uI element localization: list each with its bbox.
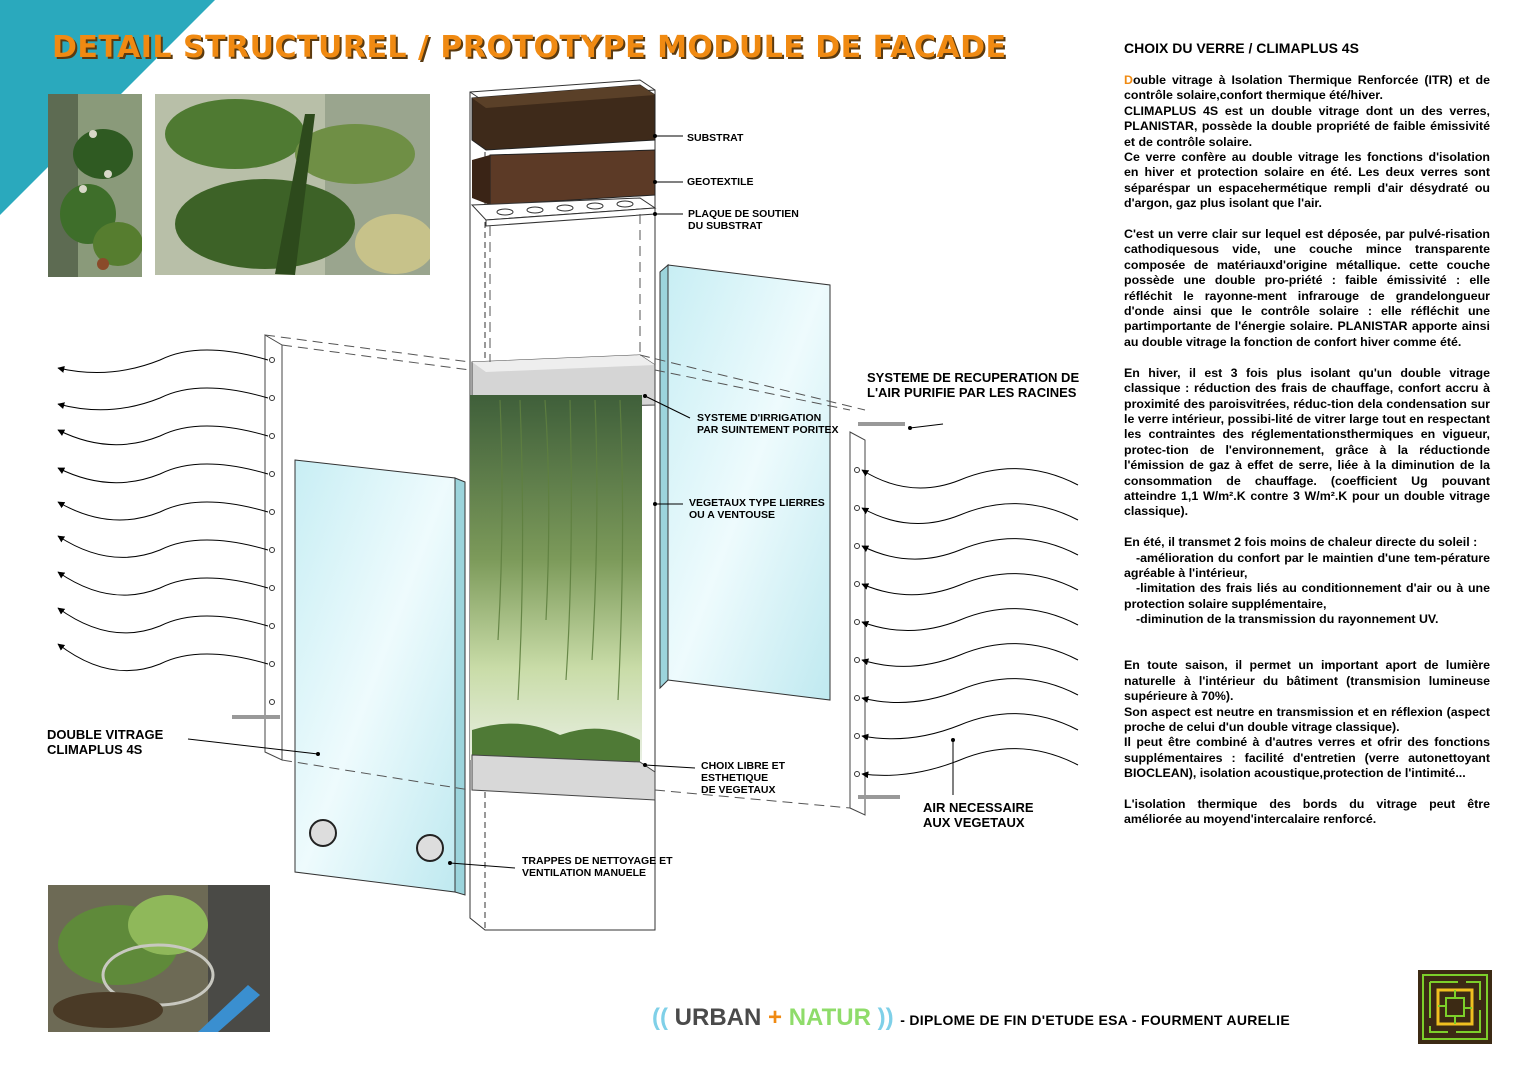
footer-credits: - DIPLOME DE FIN D'ETUDE ESA - FOURMENT AURELIE — [900, 1012, 1290, 1028]
side-p9: Il peut être combiné à d'autres verres et ofrir des fonctions supplémentaires : facilité d'entretien (verre autonettoyant BIOCLEAN), isolation acoustique,protection de l'intimité... — [1124, 735, 1490, 781]
label-geotextile: GEOTEXTILE — [687, 176, 754, 188]
label-plaque-1: PLAQUE DE SOUTIEN — [688, 208, 799, 220]
side-p5: En hiver, il est 3 fois plus isolant qu'un double vitrage classique : réduction des frais de chauffage, confort accru à proximité des paroisvitrées, réduc-tion dela condensation sur le verre intérieur, possibi-lité de vitrer large tout en respectant les contraintes des réglementationsthermiques en vigueur, protec-tion de l'environnement, grâce à la réductionde l'émission de gaz à effet de serre, liée à la diminution de la consommation de chauffage. (coefficient Ug pouvant atteindre 1,1 W/m².K contre 3 W/m².K pour un double vitrage classique). — [1124, 365, 1490, 519]
label-air-2: AUX VEGETAUX — [923, 815, 1025, 830]
label-recup-2: L'AIR PURIFIE PAR LES RACINES — [867, 385, 1077, 400]
label-irrigation-1: SYSTEME D'IRRIGATION — [697, 412, 822, 424]
page-title: DETAIL STRUCTUREL / PROTOTYPE MODULE DE FACADE — [52, 30, 1007, 65]
label-plaque-2: DU SUBSTRAT — [688, 220, 763, 232]
side-p6b: -limitation des frais liés au conditionnement d'air ou à une protection solaire supplémentaire, — [1124, 581, 1490, 611]
footer-open: (( — [652, 1004, 668, 1031]
side-p6c: -diminution de la transmission du rayonnement UV. — [1136, 612, 1439, 627]
facade-module-diagram — [0, 70, 1110, 970]
first-letter: D — [1124, 73, 1133, 87]
label-choix-3: DE VEGETAUX — [701, 784, 776, 796]
right-air-arrows — [862, 469, 1078, 776]
label-choix-1: CHOIX LIBRE ET — [701, 760, 786, 772]
substrat-layer — [472, 85, 655, 150]
footer-urban: URBAN — [674, 1004, 762, 1031]
label-trappes-1: TRAPPES DE NETTOYAGE ET — [522, 855, 673, 867]
side-p6a: -amélioration du confort par le maintien d'une tem-pérature agréable à l'intérieur, — [1124, 550, 1490, 580]
label-double-vitrage-1: DOUBLE VITRAGE — [47, 727, 164, 742]
trappe-left — [310, 820, 336, 846]
side-p2: CLIMAPLUS 4S est un double vitrage dont un des verres, PLANISTAR, possède la double propriété de faible émissivité et de contrôle solaire. — [1124, 103, 1490, 149]
front-glass-pane — [295, 460, 465, 895]
side-p7: En toute saison, il permet un important aport de lumière naturelle à l'intérieur du bâtiment (transmision lumineuse supérieure à 70%). — [1124, 658, 1490, 704]
label-substrat: SUBSTRAT — [687, 132, 744, 144]
label-vegetaux-1: VEGETAUX TYPE LIERRES — [689, 497, 825, 509]
side-p3: Ce verre confère au double vitrage les fonctions d'isolation en hiver et protection solaire en été. Les deux verres sont séparéspar un espacehermétique rempli d'air désydraté ou d'argon, gaz plus isolant que l'air. — [1124, 150, 1490, 211]
plant-panel — [470, 395, 642, 760]
geotextile-layer — [472, 150, 655, 205]
label-vegetaux-2: OU A VENTOUSE — [689, 509, 775, 521]
label-recup-1: SYSTEME DE RECUPERATION DE — [867, 370, 1080, 385]
side-p8: Son aspect est neutre en transmission et en réflexion (aspect proche de celui d'un double vitrage classique). — [1124, 704, 1490, 734]
footer — [652, 1004, 1290, 1032]
label-double-vitrage-2: CLIMAPLUS 4S — [47, 742, 143, 757]
left-air-arrows — [58, 350, 268, 671]
logo — [1418, 970, 1492, 1044]
side-p4: C'est un verre clair sur lequel est déposée, par pulvé-risation cathodiquesous vide, une couche mince transparente composée de matériauxd'origine métallique. cette couche possède une double pro-priété : faible émissivité : elle réfléchit le rayonne-ment infrarouge de grandelongueur d'onde ainsi que le contrôle solaire : elle réfléchit une partimportante de l'énergie solaire. PLANISTAR apporte ainsi au double vitrage la fonction de confort hiver comme été. — [1124, 227, 1490, 349]
side-p1: ouble vitrage à Isolation Thermique Renforcée (ITR) et de contrôle solaire,confort thermique été/hiver. — [1124, 73, 1490, 103]
label-air-1: AIR NECESSAIRE — [923, 800, 1034, 815]
footer-plus: + — [768, 1004, 783, 1031]
side-p10: L'isolation thermique des bords du vitrage peut être améliorée au moyend'intercalaire renforcé. — [1124, 797, 1490, 827]
maze-icon — [1418, 970, 1492, 1044]
side-text — [1124, 73, 1490, 828]
side-p6: En été, il transmet 2 fois moins de chaleur directe du soleil : — [1124, 535, 1478, 550]
bottom-bar — [472, 755, 655, 800]
trappe-right — [417, 835, 443, 861]
footer-close: )) — [877, 1004, 894, 1031]
label-trappes-2: VENTILATION MANUELE — [522, 867, 647, 879]
label-choix-2: ESTHETIQUE — [701, 772, 769, 784]
label-irrigation-2: PAR SUINTEMENT PORITEX — [697, 424, 839, 436]
footer-natur: NATUR — [788, 1004, 871, 1031]
side-title: CHOIX DU VERRE / CLIMAPLUS 4S — [1124, 40, 1359, 56]
back-glass-pane — [660, 265, 830, 700]
right-rail — [850, 424, 905, 815]
left-rail — [232, 335, 282, 760]
